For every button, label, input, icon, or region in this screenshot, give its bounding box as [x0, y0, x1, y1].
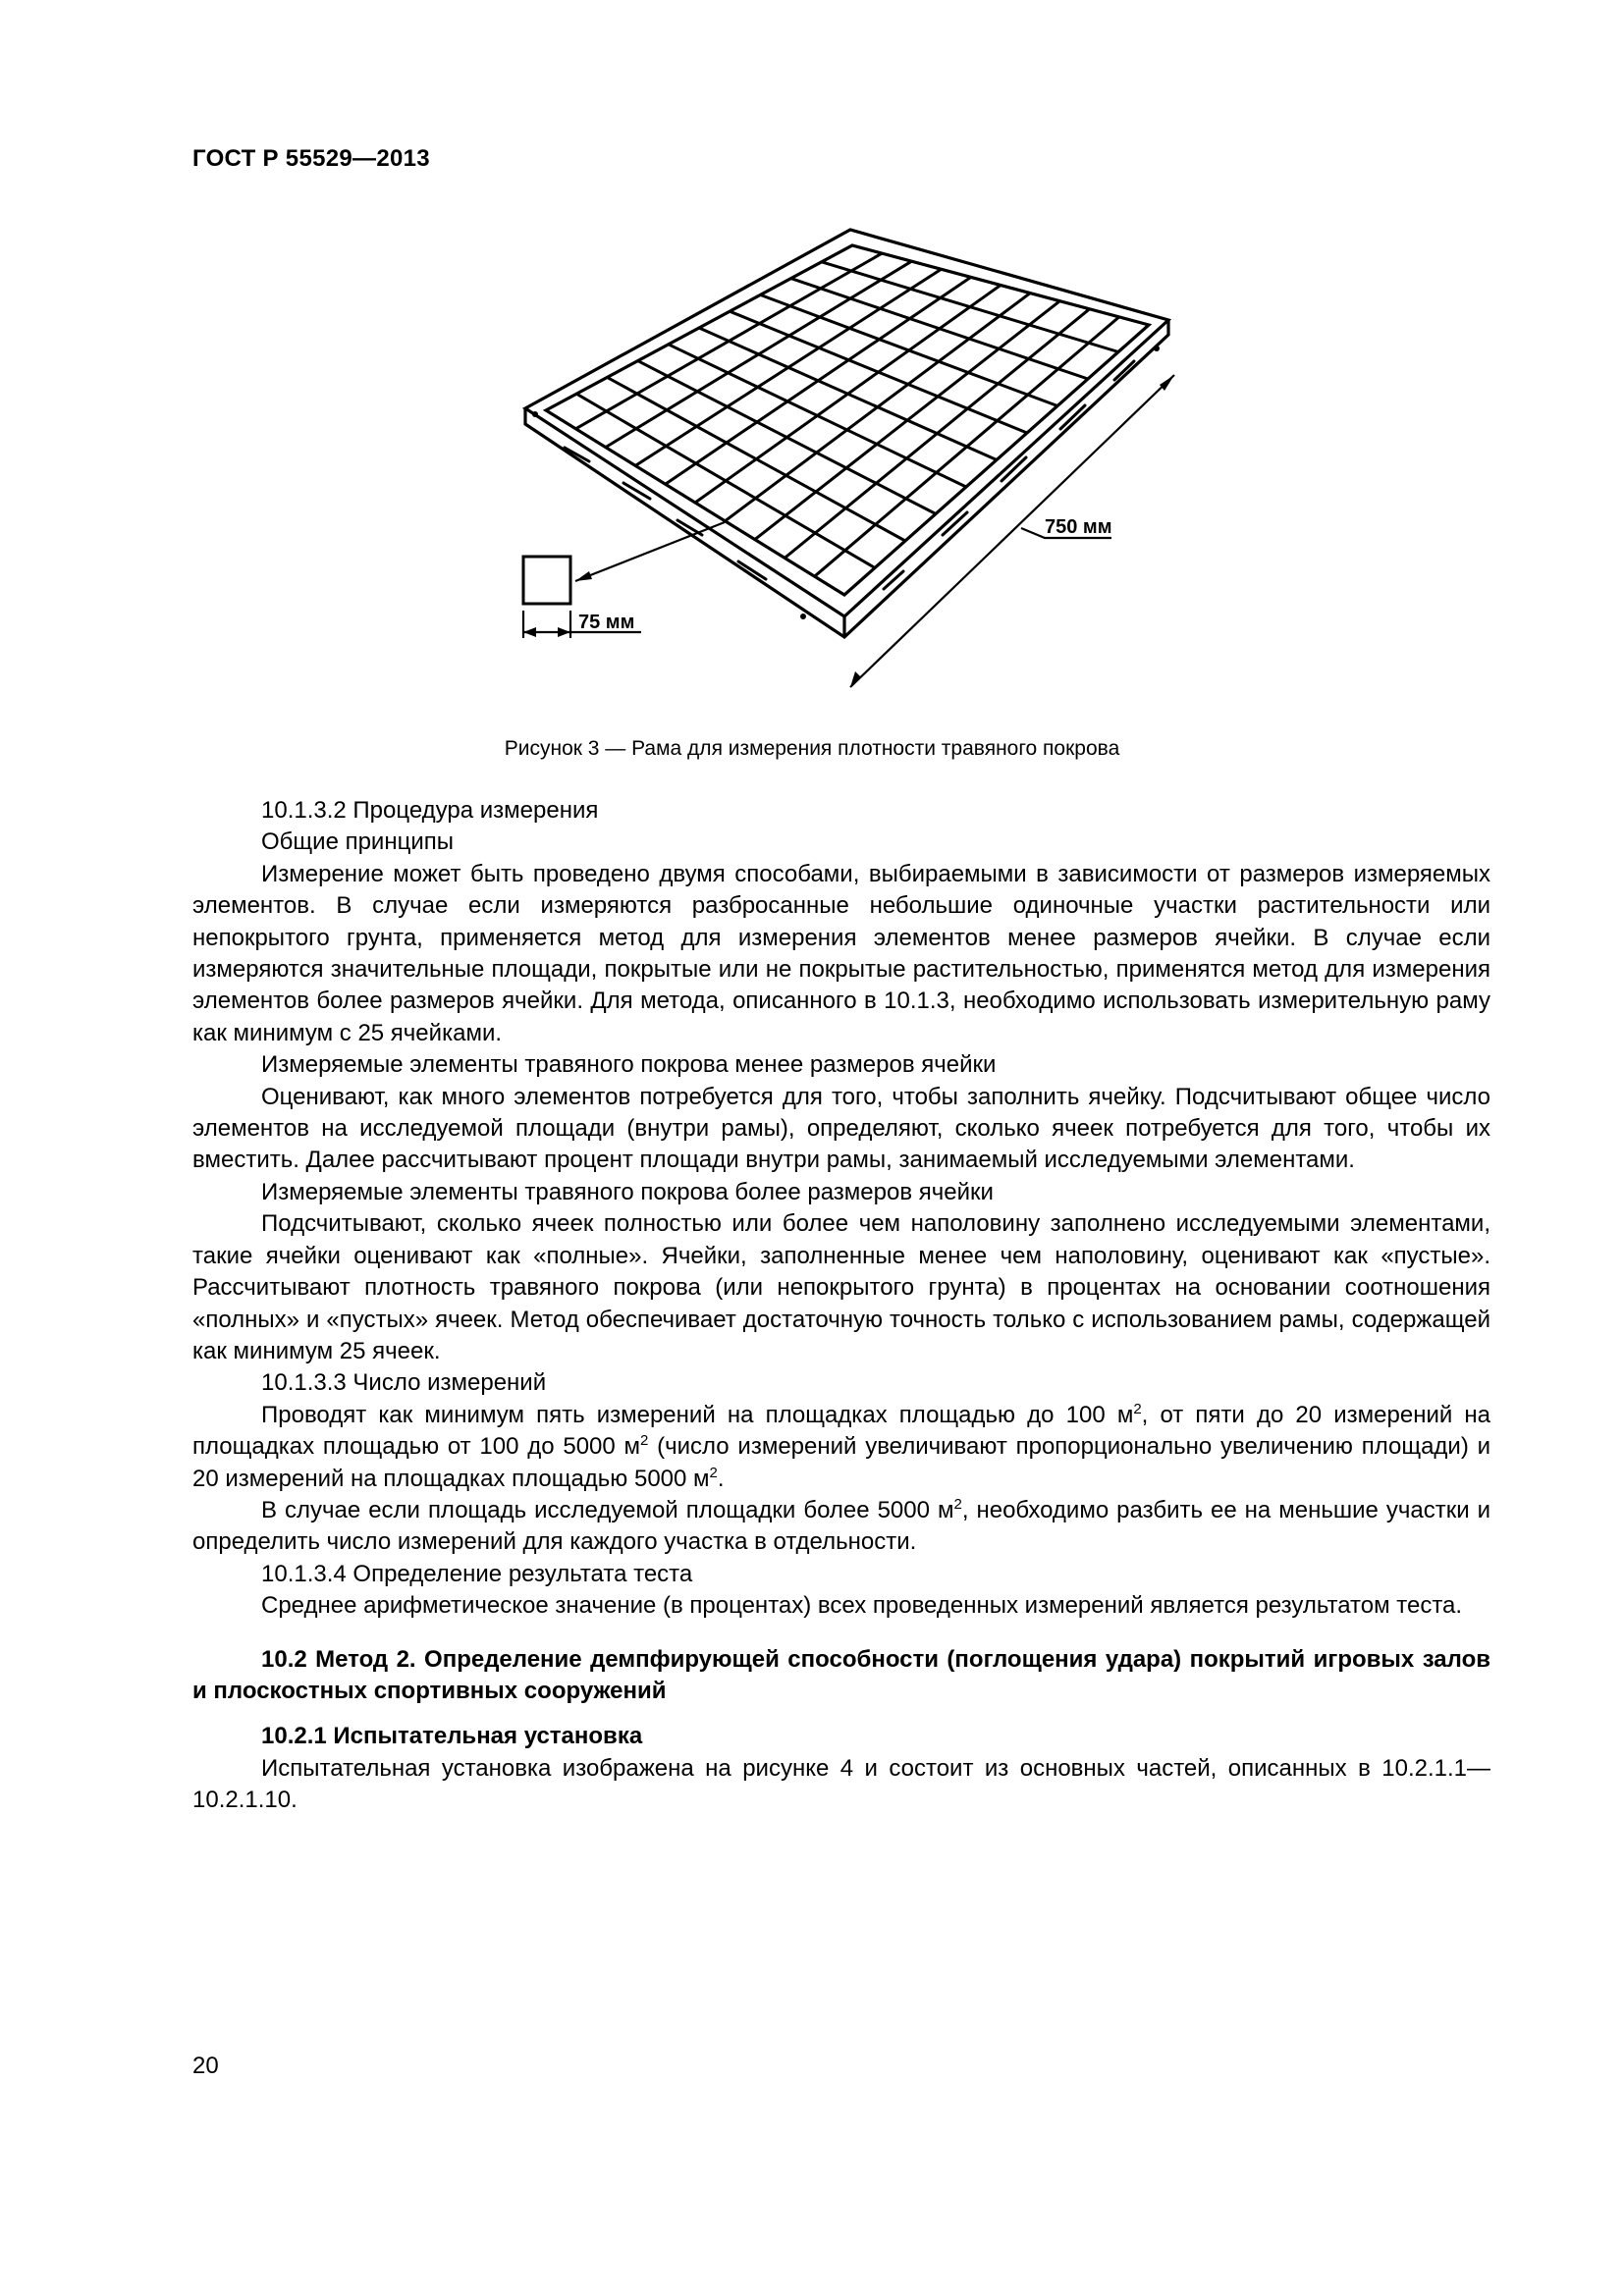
grid-line [755, 301, 1060, 540]
section-heading-10-1-3-4: 10.1.3.4 Определение результата теста [261, 1560, 693, 1587]
text-span: , от пяти до 20 измерений на площадках площадью от 100 до 5000 м [192, 1401, 1491, 1461]
paragraph: Измерение может быть проведено двумя способами, выбираемыми в зависимости от размеров измеряемых элементов. В случае если измеряются разбросанные небольшие одиночные участки растительности или непокрытого грунта, применяется метод для измерения элементов менее размеров ячейки. В случае если измеряются значительные площади, покрытые или не покрытые растительностью, применятся метод для измерения элементов более размеров ячейки. Для метода, описанного в 10.1.3, необходимо использовать измерительную раму как минимум с 25 ячейками. [192, 860, 1490, 1046]
frame-outline [525, 230, 1168, 637]
superscript: 2 [1133, 1400, 1142, 1417]
paragraph-area-split [192, 1495, 1490, 1559]
paragraph: Среднее арифметическое значение (в процентах) всех проведенных измерений является результатом теста. [261, 1592, 1463, 1620]
figure-caption: Рисунок 3 — Рама для измерения плотности травяного покрова [504, 737, 1120, 760]
paragraph-measurement-count [192, 1400, 1490, 1495]
paragraph: Подсчитывают, сколько ячеек полностью или более чем наполовину заполнено исследуемыми элементами, такие ячейки оценивают как «полные». Ячейки, заполненные менее чем наполовину, оценивают как «пустые». Рассчитывают плотность травяного покрова (или непокрытого грунта) в процентах на основании соотношения «полных» и «пустых» ячеек. Метод обеспечивает достаточную точность только с использованием рамы, содержащей как минимум 25 ячеек. [192, 1210, 1490, 1364]
text-span: В случае если площадь исследуемой площадки более 5000 м [261, 1496, 954, 1523]
dimension-75-label: 75 мм [578, 612, 635, 633]
section-heading-10-1-3-3: 10.1.3.3 Число измерений [261, 1369, 547, 1397]
text-span: . [717, 1465, 725, 1492]
superscript: 2 [709, 1464, 718, 1481]
document-code-header: ГОСТ Р 55529—2013 [192, 145, 430, 172]
subheading-general-principles: Общие принципы [261, 828, 454, 856]
frame-grid [575, 253, 1118, 576]
page-number: 20 [192, 2053, 219, 2079]
text-span: Проводят как минимум пять измерений на площадках площадью до 100 м [261, 1401, 1134, 1428]
grass-density-frame-drawing [0, 0, 1624, 726]
paragraph: Испытательная установка изображена на рисунке 4 и состоит из основных частей, описанных в 10.2.1.1—10.2.1.10. [192, 1754, 1490, 1814]
section-heading-10-1-3-2: 10.1.3.2 Процедура измерения [261, 797, 599, 824]
dimension-750-label: 750 мм [1045, 516, 1112, 538]
section-heading-10-2-1: 10.2.1 Испытательная установка [261, 1723, 643, 1750]
text-span: (число измерений увеличивают пропорционально увеличению площади) и 20 измерений на площадках площадью 5000 м [192, 1433, 1490, 1492]
superscript: 2 [953, 1495, 962, 1513]
text-span: , необходимо разбить ее на меньшие участки и определить число измерений для каждого участка в отдельности. [192, 1496, 1490, 1556]
subheading-elements-smaller: Измеряемые элементы травяного покрова менее размеров ячейки [261, 1051, 997, 1079]
superscript: 2 [640, 1432, 649, 1450]
cell-detail-square [523, 557, 570, 604]
paragraph: Оценивают, как много элементов потребуется для того, чтобы заполнить ячейку. Подсчитывают общее число элементов на исследуемой площади (внутри рамы), определяют, сколько ячеек потребуется для того, чтобы их вместить. Далее рассчитывают процент площади внутри рамы, занимаемый исследуемыми элементами. [192, 1083, 1490, 1174]
document-body [192, 795, 1490, 1817]
section-heading-10-2: 10.2 Метод 2. Определение демпфирующей способности (поглощения удара) покрытий игровых залов и плоскостных спортивных сооружений [192, 1645, 1490, 1704]
subheading-elements-larger: Измеряемые элементы травяного покрова более размеров ячейки [261, 1178, 994, 1205]
